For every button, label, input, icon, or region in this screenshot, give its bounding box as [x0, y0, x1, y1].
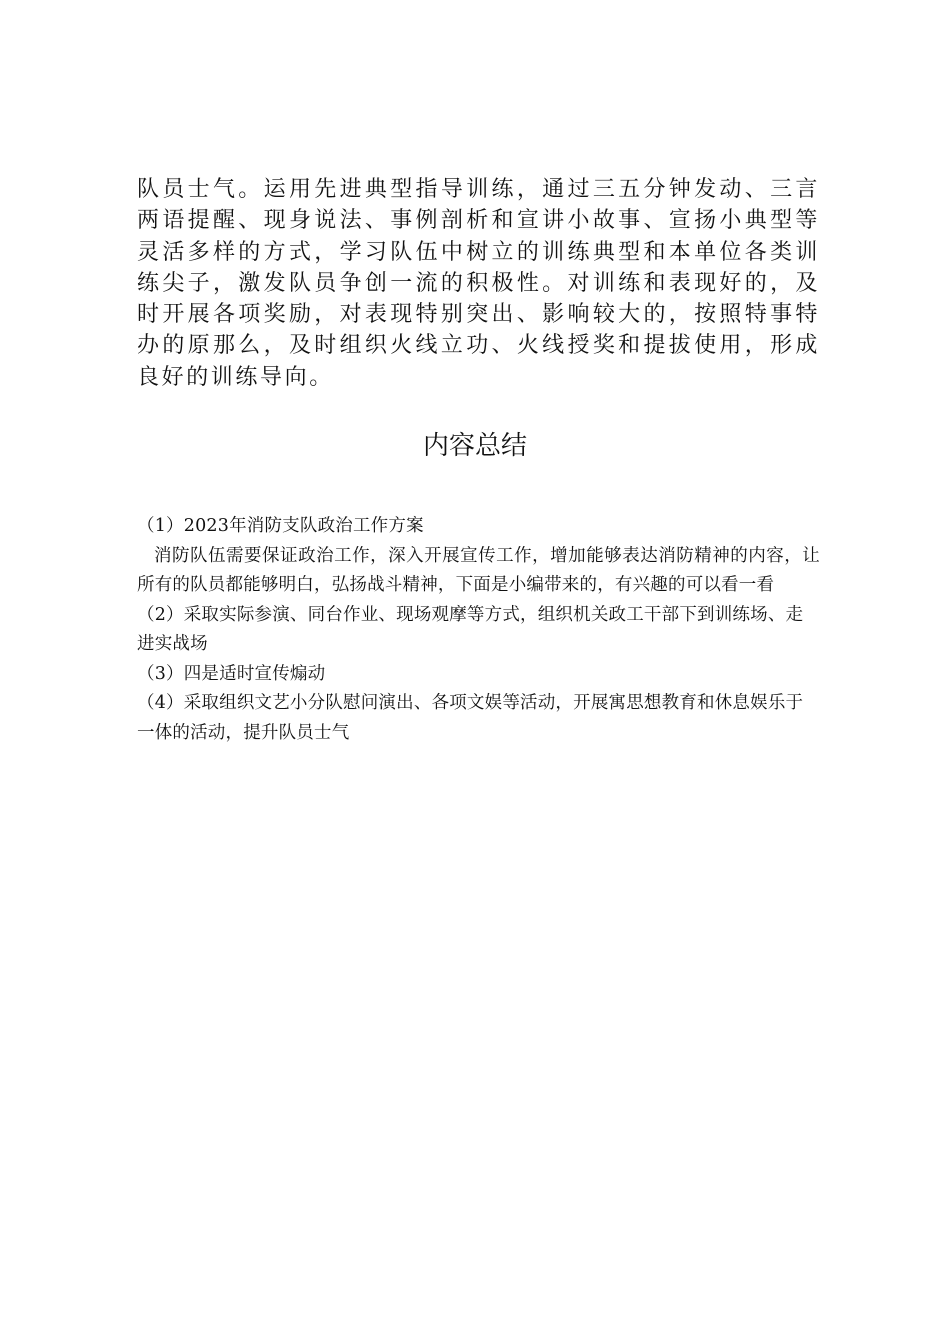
summary-item-2: （2）采取实际参演、同台作业、现场观摩等方式，组织机关政工干部下到训练场、走进实战场 [137, 604, 804, 654]
summary-item-1: （1）2023年消防支队政治工作方案 [137, 516, 424, 536]
summary-item-3: （3）四是适时宣传煽动 [137, 663, 326, 684]
summary-heading: 内容总结 [422, 431, 527, 461]
summary-item-4: （4）采取组织文艺小分队慰问演出、各项文娱等活动，开展寓思想教育和休息娱乐于一体的活动，提升队员士气 [137, 693, 804, 743]
summary-item-intro: 消防队伍需要保证政治工作，深入开展宣传工作，增加能够表达消防精神的内容，让所有的队员都能够明白，弘扬战斗精神，下面是小编带来的，有兴趣的可以看一看 [137, 545, 820, 595]
summary-list [137, 512, 820, 748]
body-paragraph: 队员士气。运用先进典型指导训练，通过三五分钟发动、三言两语提醒、现身说法、事例剖析和宣讲小故事、宣扬小典型等灵活多样的方式，学习队伍中树立的训练典型和本单位各类训练尖子，激发队员争创一流的积极性。对训练和表现好的，及时开展各项奖励，对表现特别突出、影响较大的，按照特事特办的原那么，及时组织火线立功、火线授奖和提拔使用，形成良好的训练导向。 [137, 177, 820, 390]
